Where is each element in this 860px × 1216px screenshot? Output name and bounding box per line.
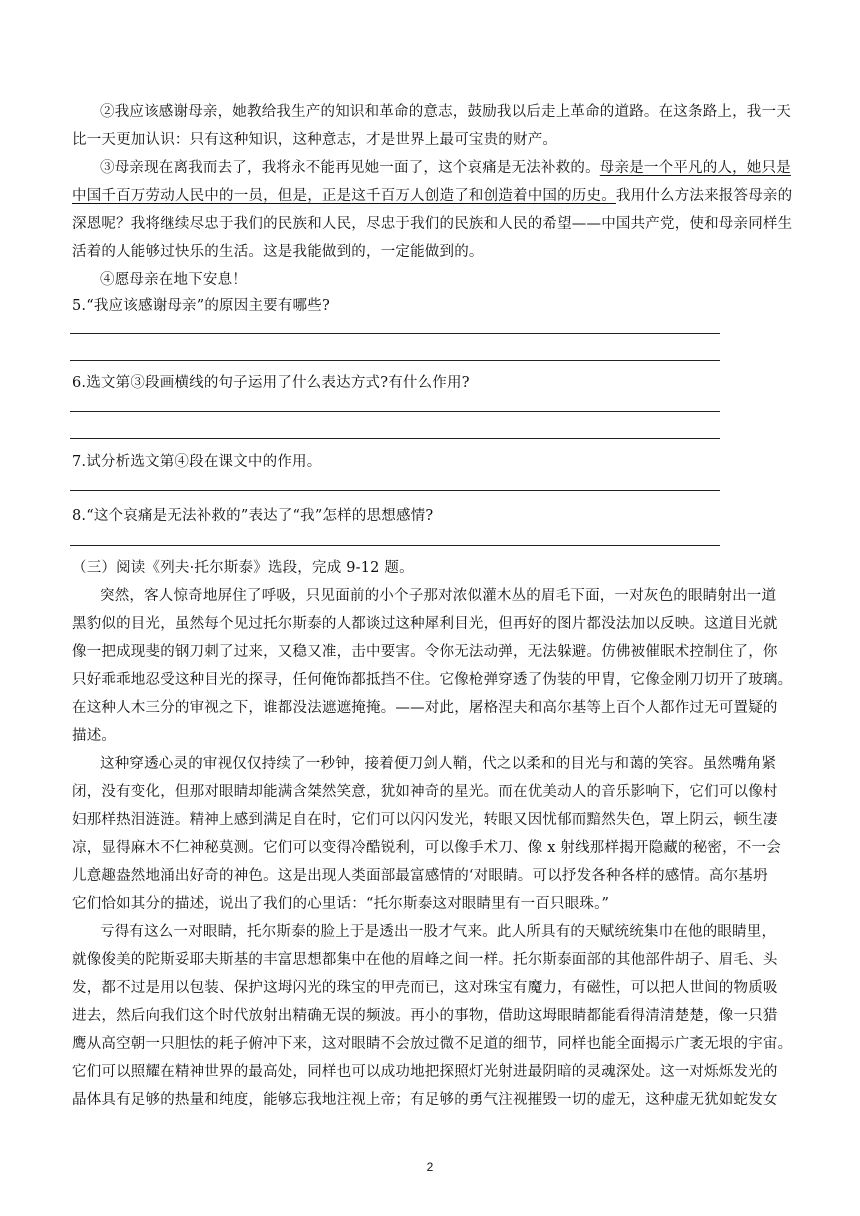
passage-line: 进去，然后向我们这个时代放射出精确无误的频波。再小的事物，借助这坶眼睛都能看得清清楚楚，像一只猎	[72, 1008, 778, 1024]
question-8: 8.“这个哀痛是无法补救的”表达了“我”怎样的思想感情?	[72, 508, 434, 524]
underlined-sentence: 母亲是一个平凡的人，她只是	[599, 160, 791, 176]
passage-line: 在这种人木三分的审视之下，谁都没法遮遮掩掩。——对此，屠格涅夫和高尔基等上百个人都作过无可置疑的	[72, 700, 778, 716]
passage-line: 这种穿透心灵的审视仅仅持续了一秒钟，接着便刀剑人鞘，代之以柔和的目光与和蔼的笑容。虽然嘴角紧	[100, 756, 777, 772]
passage-line: 鹰从高空朝一只胆怯的耗子俯冲下来，这对眼睛不会放过微不足道的细节，同样也能全面揭示广袤无垠的宇宙。	[72, 1036, 793, 1052]
answer-line[interactable]	[70, 490, 720, 491]
paragraph-3-line-4: 活着的人能够过快乐的生活。这是我能做到的，一定能做到的。	[72, 244, 484, 260]
passage-line: 只好乖乖地忍受这种目光的探寻，任何俺饰都抵挡不住。它像枪弹穿透了伪装的甲胄，它像金刚刀切开了玻璃。	[72, 672, 793, 688]
paragraph-2-line-1: ②我应该感谢母亲，她教给我生产的知识和革命的意志，鼓励我以后走上革命的道路。在这条路上，我一天	[100, 104, 791, 120]
answer-line[interactable]	[70, 411, 720, 412]
answer-line[interactable]	[70, 545, 720, 546]
passage-line: 亏得有这么一对眼睛，托尔斯泰的脸上于是透出一股才气来。此人所具有的天赋统统集巾在他的眼睛里，	[100, 924, 777, 940]
paragraph-3-text: ③母亲现在离我而去了，我将永不能再见她一面了，这个哀痛是无法补救的。	[100, 160, 600, 176]
passage-line: 突然，客人惊奇地屏住了呼吸，只见面前的小个子那对浓似灌木丛的眉毛下面，一对灰色的眼睛射出一道	[100, 588, 777, 604]
paragraph-3-line-3: 深恩呢？我将继续尽忠于我们的民族和人民，尽忠于我们的民族和人民的希望——中国共产党，使和母亲同样生	[72, 216, 793, 232]
passage-line: 像一把成现斐的钢刀刺了过来，又稳又准，击中要害。令你无法动弹，无法躲避。仿佛被催眠术控制住了，你	[72, 644, 778, 660]
paragraph-3-line-1	[100, 158, 792, 178]
passage-line: 妇那样热泪涟涟。精神上感到满足自在时，它们可以闪闪发光，转眼又因忧郁而黯然失色，罩上阴云，顿生凄	[72, 812, 778, 828]
passage-line: 它们可以照耀在精神世界的最高处，同样也可以成功地把探照灯光射进最阴暗的灵魂深处。这一对烁烁发光的	[72, 1064, 778, 1080]
section-3-heading: （三）阅读《列夫·托尔斯泰》选段，完成 9-12 题。	[72, 560, 414, 576]
paragraph-2-line-2: 比一天更加认识：只有这种知识，这种意志，才是世界上最可宝贵的财产。	[72, 132, 558, 148]
answer-line[interactable]	[70, 360, 720, 361]
paragraph-4: ④愿母亲在地下安息！	[100, 272, 247, 288]
passage-line: 闭，没有变化，但那对眼睛却能满含桀然笑意，犹如神奇的星光。而在优美动人的音乐影响下，它们可以像村	[72, 784, 778, 800]
answer-line[interactable]	[70, 438, 720, 439]
passage-line: 它们恰如其分的描述，说出了我们的心里话：“托尔斯泰这对眼睛里有一百只眼珠。”	[72, 896, 610, 912]
passage-line: 描述。	[72, 728, 117, 744]
passage-line: 发，都不过是用以包装、保护这坶闪光的珠宝的甲壳而已，这对珠宝有魔力，有磁性，可以把人世间的物质吸	[72, 980, 778, 996]
passage-line: 凉，显得麻木不仁神秘莫测。它们可以变得冷酷锐利，可以像手术刀、像 x 射线那样揭开隐藏的秘密，不一会	[72, 840, 781, 856]
page-number: 2	[426, 1160, 434, 1174]
question-7: 7.试分析选文第④段在课文中的作用。	[72, 454, 322, 470]
passage-line: 儿意趣盎然地涌出好奇的神色。这是出现人类面部最富感情的‘对眼睛。可以抒发各种各样的感情。高尔基坍	[72, 868, 768, 884]
answer-line[interactable]	[70, 333, 720, 334]
paragraph-3-text: 我用什么方法来报答母亲的	[615, 188, 793, 204]
question-6: 6.选文第③段画横线的句子运用了什么表达方式?有什么作用?	[72, 375, 470, 391]
passage-line: 晶体具有足够的热量和纯度，能够忘我地注视上帝；有足够的勇气注视摧毁一切的虚无，这种虚无犹如蛇发女	[72, 1092, 778, 1108]
underlined-sentence: 中国千百万劳动人民中的一员，但是，正是这千百万人创造了和创造着中国的历史。	[72, 188, 616, 204]
paragraph-3-line-2	[72, 186, 792, 206]
question-5: 5.“我应该感谢母亲”的原因主要有哪些?	[72, 298, 330, 314]
passage-line: 黑豹似的目光，虽然每个见过托尔斯泰的人都谈过这种犀利目光，但再好的图片都没法加以反映。这道目光就	[72, 616, 778, 632]
passage-line: 就像俊美的陀斯妥耶夫斯基的丰富思想都集中在他的眉峰之间一样。托尔斯泰面部的其他部件胡子、眉毛、头	[72, 952, 778, 968]
